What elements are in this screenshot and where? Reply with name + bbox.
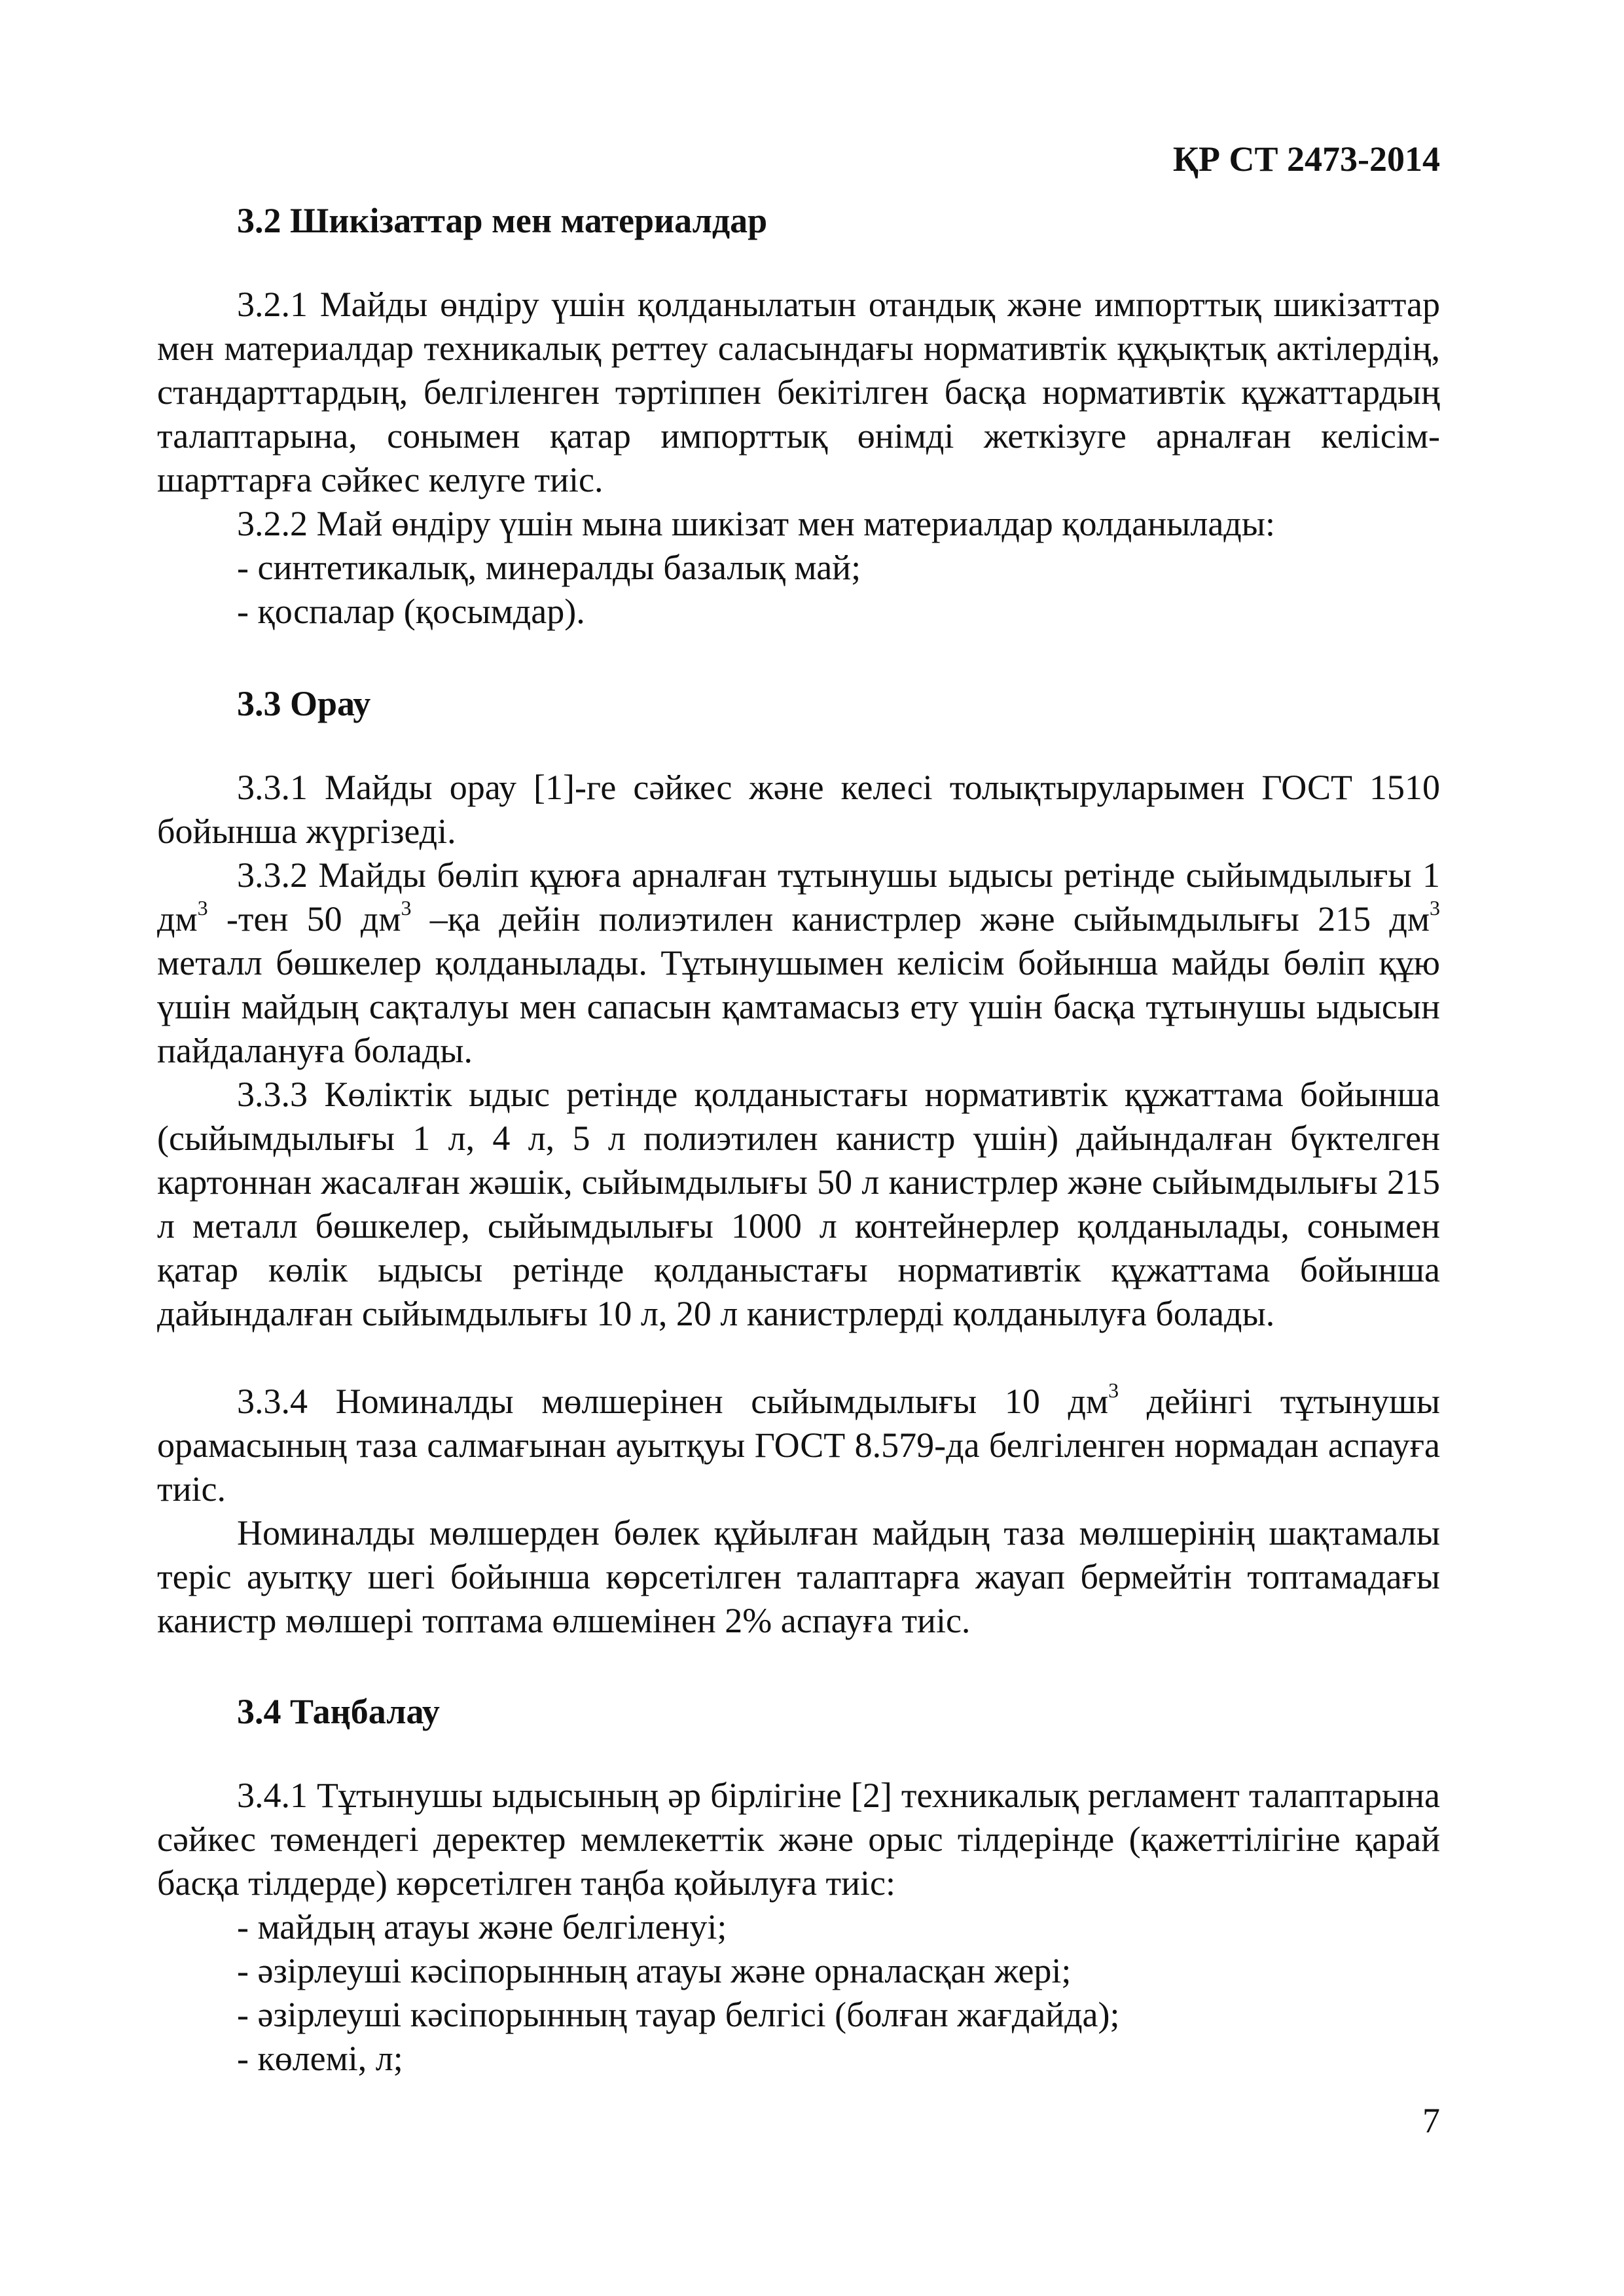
paragraph-3-2-2: 3.2.2 Май өндіру үшін мына шикізат мен материалдар қолданылады: [237, 504, 1276, 543]
list-item: - қоспалар (қосымдар). [237, 592, 585, 631]
paragraph-3-3-4 [157, 1380, 1440, 1511]
list-item: - көлемі, л; [237, 2039, 403, 2078]
superscript: 3 [401, 896, 412, 920]
superscript: 3 [197, 896, 208, 920]
paragraph-3-3-2-text: –қа дейін полиэтилен канистрлер және сыйымдылығы 215 дм [411, 899, 1430, 939]
paragraph-3-3-2 [157, 853, 1440, 1073]
paragraph-net-quantity: Номиналды мөлшерден бөлек құйылған майдың таза мөлшерінің шақтамалы теріс ауытқу шегі бойынша көрсетілген талаптарға жауап бермейтін топтамадағы канистр мөлшері топтама өлшемінен 2% аспауға тиіс. [157, 1513, 1440, 1640]
list-item: - әзірлеуші кәсіпорынның тауар белгісі (болған жағдайда); [237, 1995, 1120, 2034]
paragraph-3-4-1: 3.4.1 Тұтынушы ыдысының әр бірлігіне [2] техникалық регламент талаптарына сәйкес төмендегі деректер мемлекеттік және орыс тілдерінде (қажеттілігіне қарай басқа тілдерде) көрсетілген таңба қойылуға тиіс: [157, 1776, 1440, 1903]
list-item: - майдың атауы және белгіленуі; [237, 1907, 727, 1946]
paragraph-3-2-1: 3.2.1 Майды өндіру үшін қолданылатын отандық және импорттық шикізаттар мен материалдар техникалық реттеу саласындағы нормативтік құқықтық актілердің, стандарттардың, белгіленген тәртіппен бекітілген басқа нормативтік құжаттардың талаптарына, сонымен қатар импорттық өнімді жеткізуге арналған келісім-шарттарға сәйкес келуге тиіс. [157, 285, 1440, 499]
paragraph-3-3-4-text: 3.3.4 Номиналды мөлшерінен сыйымдылығы 10 дм [237, 1382, 1109, 1421]
list-item: - әзірлеуші кәсіпорынның атауы және орналасқан жері; [237, 1951, 1072, 1990]
document-page [157, 0, 1440, 2296]
paragraph-3-3-2-text: металл бөшкелер қолданылады. Тұтынушымен келісім бойынша майды бөліп құю үшін майдың сақталуы мен сапасын қамтамасыз ету үшін басқа тұтынушы ыдысын пайдалануға болады. [157, 943, 1440, 1070]
section-3-4-heading: 3.4 Таңбалау [237, 1692, 440, 1731]
paragraph-3-3-2-text: -тен 50 дм [208, 899, 401, 939]
superscript: 3 [1108, 1378, 1119, 1402]
paragraph-3-3-4-text: дейінгі тұтынушы орамасының таза салмағынан ауытқуы ГОСТ 8.579-да белгіленген нормадан аспауға тиіс. [157, 1382, 1440, 1509]
paragraph-3-3-2-text: 3.3.2 Майды бөліп құюға арналған тұтынушы ыдысы ретінде сыйымдылығы 1 дм [157, 855, 1440, 939]
list-item: - синтетикалық, минералды базалық май; [237, 548, 861, 587]
standard-code: ҚР СТ 2473-2014 [1172, 139, 1440, 179]
paragraph-3-3-3: 3.3.3 Көліктік ыдыс ретінде қолданыстағы нормативтік құжаттама бойынша (сыйымдылығы 1 л, 4 л, 5 л полиэтилен канистр үшін) дайындалған бүктелген картоннан жасалған жәшік, сыйымдылығы 50 л канистрлер және сыйымдылығы 215 л металл бөшкелер, сыйымдылығы 1000 л контейнерлер қолданылады, сонымен қатар көлік ыдысы ретінде қолданыстағы нормативтік құжаттама бойынша дайындалған сыйымдылығы 10 л, 20 л канистрлерді қолданылуға болады. [157, 1075, 1440, 1333]
section-3-2-heading: 3.2 Шикізаттар мен материалдар [237, 201, 768, 240]
page-number: 7 [1422, 2101, 1440, 2140]
section-3-3-heading: 3.3 Орау [237, 684, 371, 723]
paragraph-3-3-1: 3.3.1 Майды орау [1]-ге сәйкес және келесі толықтыруларымен ГОСТ 1510 бойынша жүргізеді. [157, 768, 1440, 851]
superscript: 3 [1430, 896, 1440, 920]
